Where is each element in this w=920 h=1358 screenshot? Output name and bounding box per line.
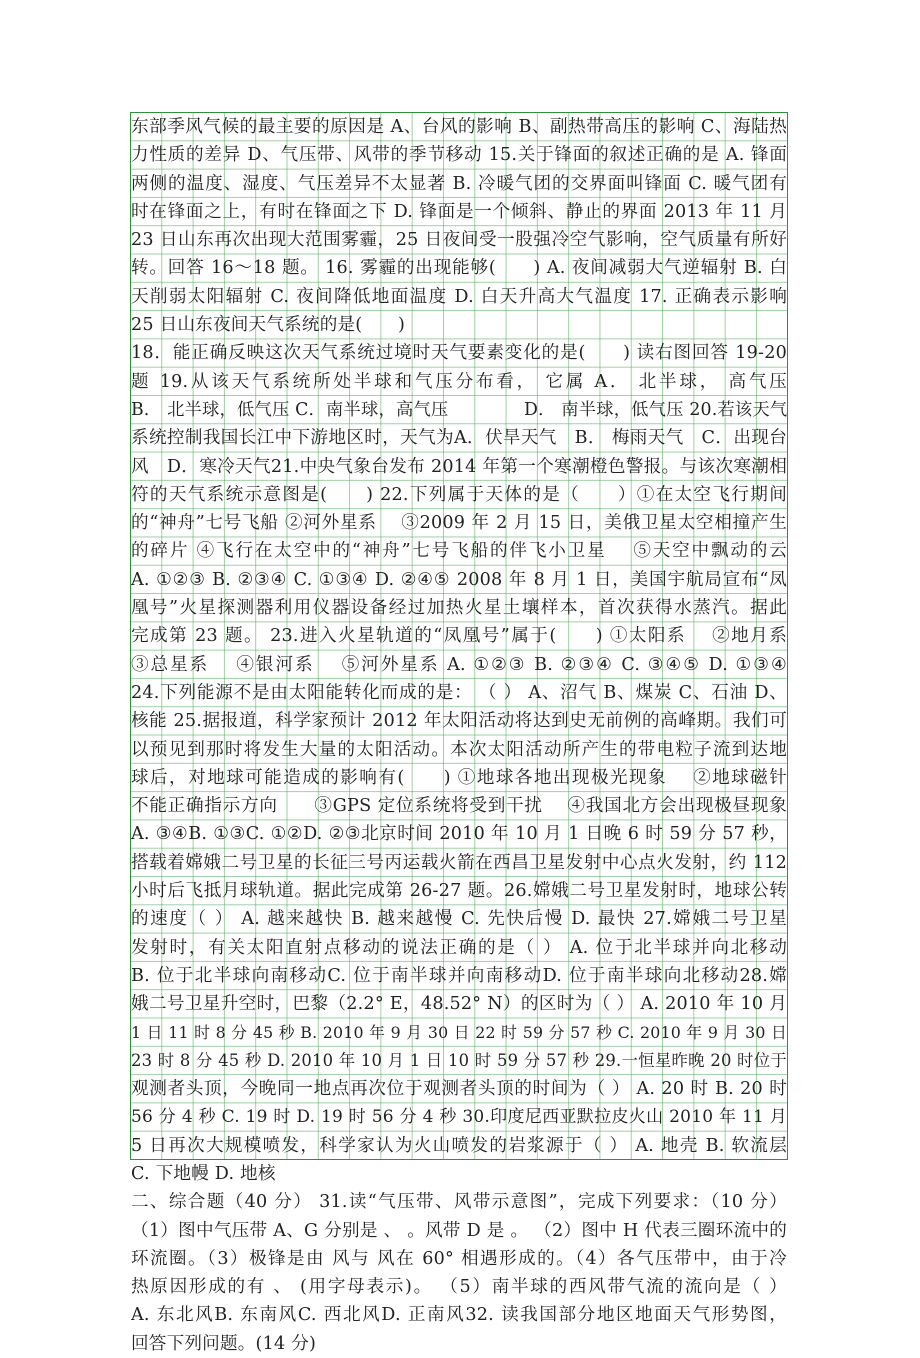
text-line: 23 日山东再次出现大范围雾霾，25 日夜间受一股强冷空气影响，空气质量有所好 bbox=[131, 230, 787, 251]
text-line: A. 东北风B. 东南风C. 西北风D. 正南风32. 读我国部分地区地面天气形势图， bbox=[131, 1305, 787, 1326]
text-line: 24.下列能源不是由太阳能转化而成的是： （ ） A、沼气 B、煤炭 C、石油 D、 bbox=[131, 682, 787, 703]
text-line: 时在锋面之上，有时在锋面之下 D. 锋面是一个倾斜、静止的界面 2013 年 11 月 bbox=[131, 201, 787, 222]
text-line: 56 分 4 秒 C. 19 时 D. 19 时 56 分 4 秒 30.印度尼西亚默拉皮火山 2010 年 11 月 bbox=[131, 1107, 787, 1128]
text-line: 观测者头顶，今晚同一地点再次位于观测者头顶的时间为（ ） A. 20 时 B. 20 时 bbox=[131, 1079, 787, 1100]
text-line: 符的天气系统示意图是( ) 22.下列属于天体的是（ ）①在太空飞行期间 bbox=[131, 484, 787, 505]
text-line: 娥二号卫星升空时，巴黎（2.2° E，48.52° N）的区时为（ ） A. 2010 年 10 月 bbox=[131, 994, 787, 1015]
text-line: （1）图中气压带 A、G 分别是 、 。风带 D 是 。 （2）图中 H 代表三圈环流中的 bbox=[131, 1220, 787, 1241]
text-line: B. 位于北半球向南移动C. 位于南半球并向南移动D. 位于南半球向北移动28.嫦 bbox=[131, 965, 787, 986]
text-line: 发射时，有关太阳直射点移动的说法正确的是（ ） A. 位于北半球并向北移动 bbox=[131, 937, 787, 958]
text-line: 两侧的温度、湿度、气压差异不太显著 B. 冷暖气团的交界面叫锋面 C. 暖气团有 bbox=[131, 173, 787, 194]
text-line: 1 日 11 时 8 分 45 秒 B. 2010 年 9 月 30 日 22 时 59 分 57 秒 C. 2010 年 9 月 30 日 bbox=[131, 1022, 787, 1042]
text-line: 不能正确指示方向 ③GPS 定位系统将受到干扰 ④我国北方会出现极昼现象 bbox=[131, 796, 787, 817]
text-line: 23 时 8 分 45 秒 D. 2010 年 10 月 1 日 10 时 59 分 57 秒 29.一恒星昨晚 20 时位于 bbox=[131, 1050, 787, 1070]
text-line: A. ①②③ B. ②③④ C. ①③④ D. ②④⑤ 2008 年 8 月 1 日，美国宇航局宣布“凤 bbox=[131, 569, 787, 590]
text-line: 转。回答 16～18 题。 16. 雾霾的出现能够( ) A. 夜间减弱大气逆辐射 B. 白 bbox=[131, 258, 787, 279]
text-line: 凰号”火星探测器利用仪器设备经过加热火星土壤样本，首次获得水蒸汽。据此 bbox=[131, 598, 787, 619]
text-line: 18．能正确反映这次天气系统过境时天气要素变化的是( ) 读右图回答 19-20 bbox=[131, 343, 787, 364]
text-line: 天削弱太阳辐射 C. 夜间降低地面温度 D. 白天升高大气温度 17. 正确表示影响 bbox=[131, 286, 787, 307]
text-line: 的速度（ ） A. 越来越快 B. 越来越慢 C. 先快后慢 D. 最快 27.嫦娥二号卫星 bbox=[131, 909, 787, 930]
text-line: ③总星系 ④银河系 ⑤河外星系 A. ①②③ B. ②③④ C. ③④⑤ D. ①③④ bbox=[131, 654, 787, 675]
text-line: 的“神舟”七号飞船 ②河外星系 ③2009 年 2 月 15 日，美俄卫星太空相撞产生 bbox=[131, 513, 787, 534]
text-line: 核能 25.据报道，科学家预计 2012 年太阳活动将达到史无前例的高峰期。我们可 bbox=[131, 711, 787, 732]
text-line: 完成第 23 题。 23.进入火星轨道的“凤凰号”属于( ) ①太阳系 ②地月系 bbox=[131, 626, 787, 647]
text-line: 小时后飞抵月球轨道。据此完成第 26-27 题。26.嫦娥二号卫星发射时，地球公转 bbox=[131, 881, 787, 902]
text-line: 球后，对地球可能造成的影响有( ) ①地球各地出现极光现象 ②地球磁针 bbox=[131, 767, 787, 788]
text-line: 热原因形成的有 、 (用字母表示)。 （5）南半球的西风带气流的流向是（ ） bbox=[131, 1277, 787, 1298]
text-line: 以预见到那时将发生大量的太阳活动。本次太阳活动所产生的带电粒子流到达地 bbox=[131, 739, 787, 760]
text-line: 系统控制我国长江中下游地区时，天气为A．伏旱天气 B． 梅雨天气 C．出现台 bbox=[131, 428, 787, 449]
text-line: 风 D．寒冷天气21.中央气象台发布 2014 年第一个寒潮橙色警报。与该次寒潮相 bbox=[131, 456, 787, 477]
text-line: C. 下地幔 D. 地核 bbox=[131, 1163, 276, 1184]
text-line: 题 19.从该天气系统所处半球和气压分布看， 它属 A． 北半球， 高气压 bbox=[131, 371, 787, 392]
text-line: 搭载着嫦娥二号卫星的长征三号丙运载火箭在西昌卫星发射中心点火发射，约 112 bbox=[131, 852, 787, 873]
text-line: 环流圈。（3）极锋是由 风与 风在 60° 相遇形成的。（4）各气压带中，由于冷 bbox=[131, 1248, 787, 1269]
text-line: 东部季风气候的最主要的原因是 A、台风的影响 B、副热带高压的影响 C、海陆热 bbox=[131, 117, 787, 137]
text-line: 25 日山东夜间天气系统的是( ) bbox=[131, 315, 406, 336]
text-line: A. ③④B. ①③C. ①②D. ②③北京时间 2010 年 10 月 1 日晚 6 时 59 分 57 秒， bbox=[131, 824, 787, 845]
text-line: 5 日再次大规模喷发，科学家认为火山喷发的岩浆源于（ ） A. 地壳 B. 软流层 bbox=[131, 1135, 787, 1156]
text-line: 回答下列问题。(14 分) bbox=[131, 1333, 317, 1354]
text-line: 二、综合题（40 分） 31.读“气压带、风带示意图”，完成下列要求：（10 分） bbox=[131, 1192, 787, 1213]
text-line: 力性质的差异 D、气压带、风带的季节移动 15.关于锋面的叙述正确的是 A. 锋面 bbox=[131, 145, 787, 166]
document-body bbox=[131, 113, 787, 1358]
text-line: 的碎片 ④飞行在太空中的“神舟”七号飞船的伴飞小卫星 ⑤天空中飘动的云 bbox=[131, 541, 787, 562]
text-line: B． 北半球，低气压 C．南半球，高气压 D． 南半球，低气压 20.若该天气 bbox=[131, 399, 787, 420]
